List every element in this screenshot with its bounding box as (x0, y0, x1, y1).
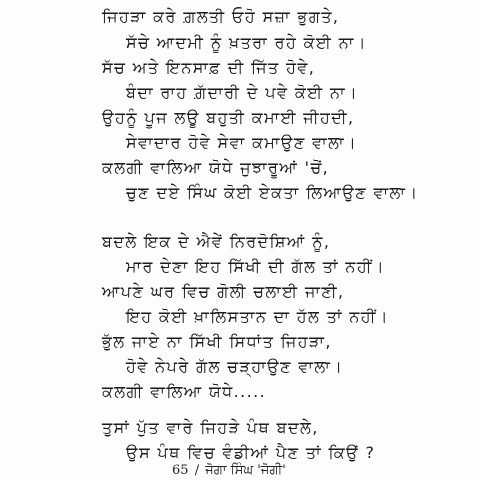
poem-line: ਹੋਵੇ ਨੇਪਰੇ ਗੱਲ ਚੜ੍ਹਾਉਣ ਵਾਲਾ। (126, 357, 344, 376)
poem-line: ਬਦਲੇ ਇਕ ਦੇ ਐਵੇਂ ਨਿਰਦੋਸ਼ਿਆਂ ਨੂੰ, (102, 232, 331, 251)
poem-line: ਚੁਣ ਦਏ ਸਿੰਘ ਕੋਈ ਏਕਤਾ ਲਿਆਉਣ ਵਾਲਾ। (126, 183, 419, 202)
poem-line: ਸੇਵਾਦਾਰ ਹੋਵੇ ਸੇਵਾ ਕਮਾਉਣ ਵਾਲਾ। (126, 133, 358, 152)
page-footer (172, 462, 286, 480)
poem-line: ਭੁੱਲ ਜਾਏ ਨਾ ਸਿੱਖੀ ਸਿਧਾਂਤ ਜਿਹੜਾ, (102, 332, 332, 351)
poem-line: ਉਹਨੂੰ ਪੂਜ ਲਊ ਬਹੁਤੀ ਕਮਾਈ ਜੀਹਦੀ, (102, 108, 355, 127)
poem-line: ਕਲਗੀ ਵਾਲਿਆ ਯੋਧੇ ਜੁਝਾਰੂਆਂ 'ਚੋਂ, (102, 158, 330, 177)
poem-line: ਬੰਦਾ ਰਾਹ ਗ਼ੱਦਾਰੀ ਦੇ ਪਵੇ ਕੋਈ ਨਾ। (126, 83, 359, 102)
footer-separator: / (194, 463, 200, 478)
poem-line: ਇਹ ਕੋਈ ਖ਼ਾਲਿਸਤਾਨ ਦਾ ਹੱਲ ਤਾਂ ਨਹੀਂ। (126, 307, 389, 326)
poem-line: ਸੱਚੇ ਆਦਮੀ ਨੂੰ ਖ਼ਤਰਾ ਰਹੇ ਕੋਈ ਨਾ। (126, 33, 367, 52)
poem-line: ਮਾਰ ਦੇਣਾ ਇਹ ਸਿੱਖੀ ਦੀ ਗੱਲ ਤਾਂ ਨਹੀਂ। (126, 257, 386, 276)
poem-line: ਉਸ ਪੰਥ ਵਿਚ ਵੰਡੀਆਂ ਪੈਣ ਤਾਂ ਕਿਉਂ ? (126, 443, 376, 462)
poem-line: ਸੱਚ ਅਤੇ ਇਨਸਾਫ਼ ਦੀ ਜਿੱਤ ਹੋਵੇ, (102, 58, 316, 77)
poem-line: ਆਪਣੇ ਘਰ ਵਿਚ ਗੋਲੀ ਚਲਾਈ ਜਾਣੀ, (102, 282, 345, 301)
page-number: 65 (172, 463, 189, 478)
poem-line: ਜਿਹੜਾ ਕਰੇ ਗ਼ਲਤੀ ਓਹੋ ਸਜ਼ਾ ਭੁਗਤੇ, (102, 7, 340, 26)
poem-line: ਕਲਗੀ ਵਾਲਿਆ ਯੋਧੇ..... (102, 382, 267, 401)
author-name: ਜੋਗਾ ਸਿੰਘ 'ਜੋਗੀ' (205, 463, 286, 478)
poem-line: ਤੁਸਾਂ ਪੁੱਤ ਵਾਰੇ ਜਿਹੜੇ ਪੰਥ ਬਦਲੇ, (102, 418, 319, 437)
